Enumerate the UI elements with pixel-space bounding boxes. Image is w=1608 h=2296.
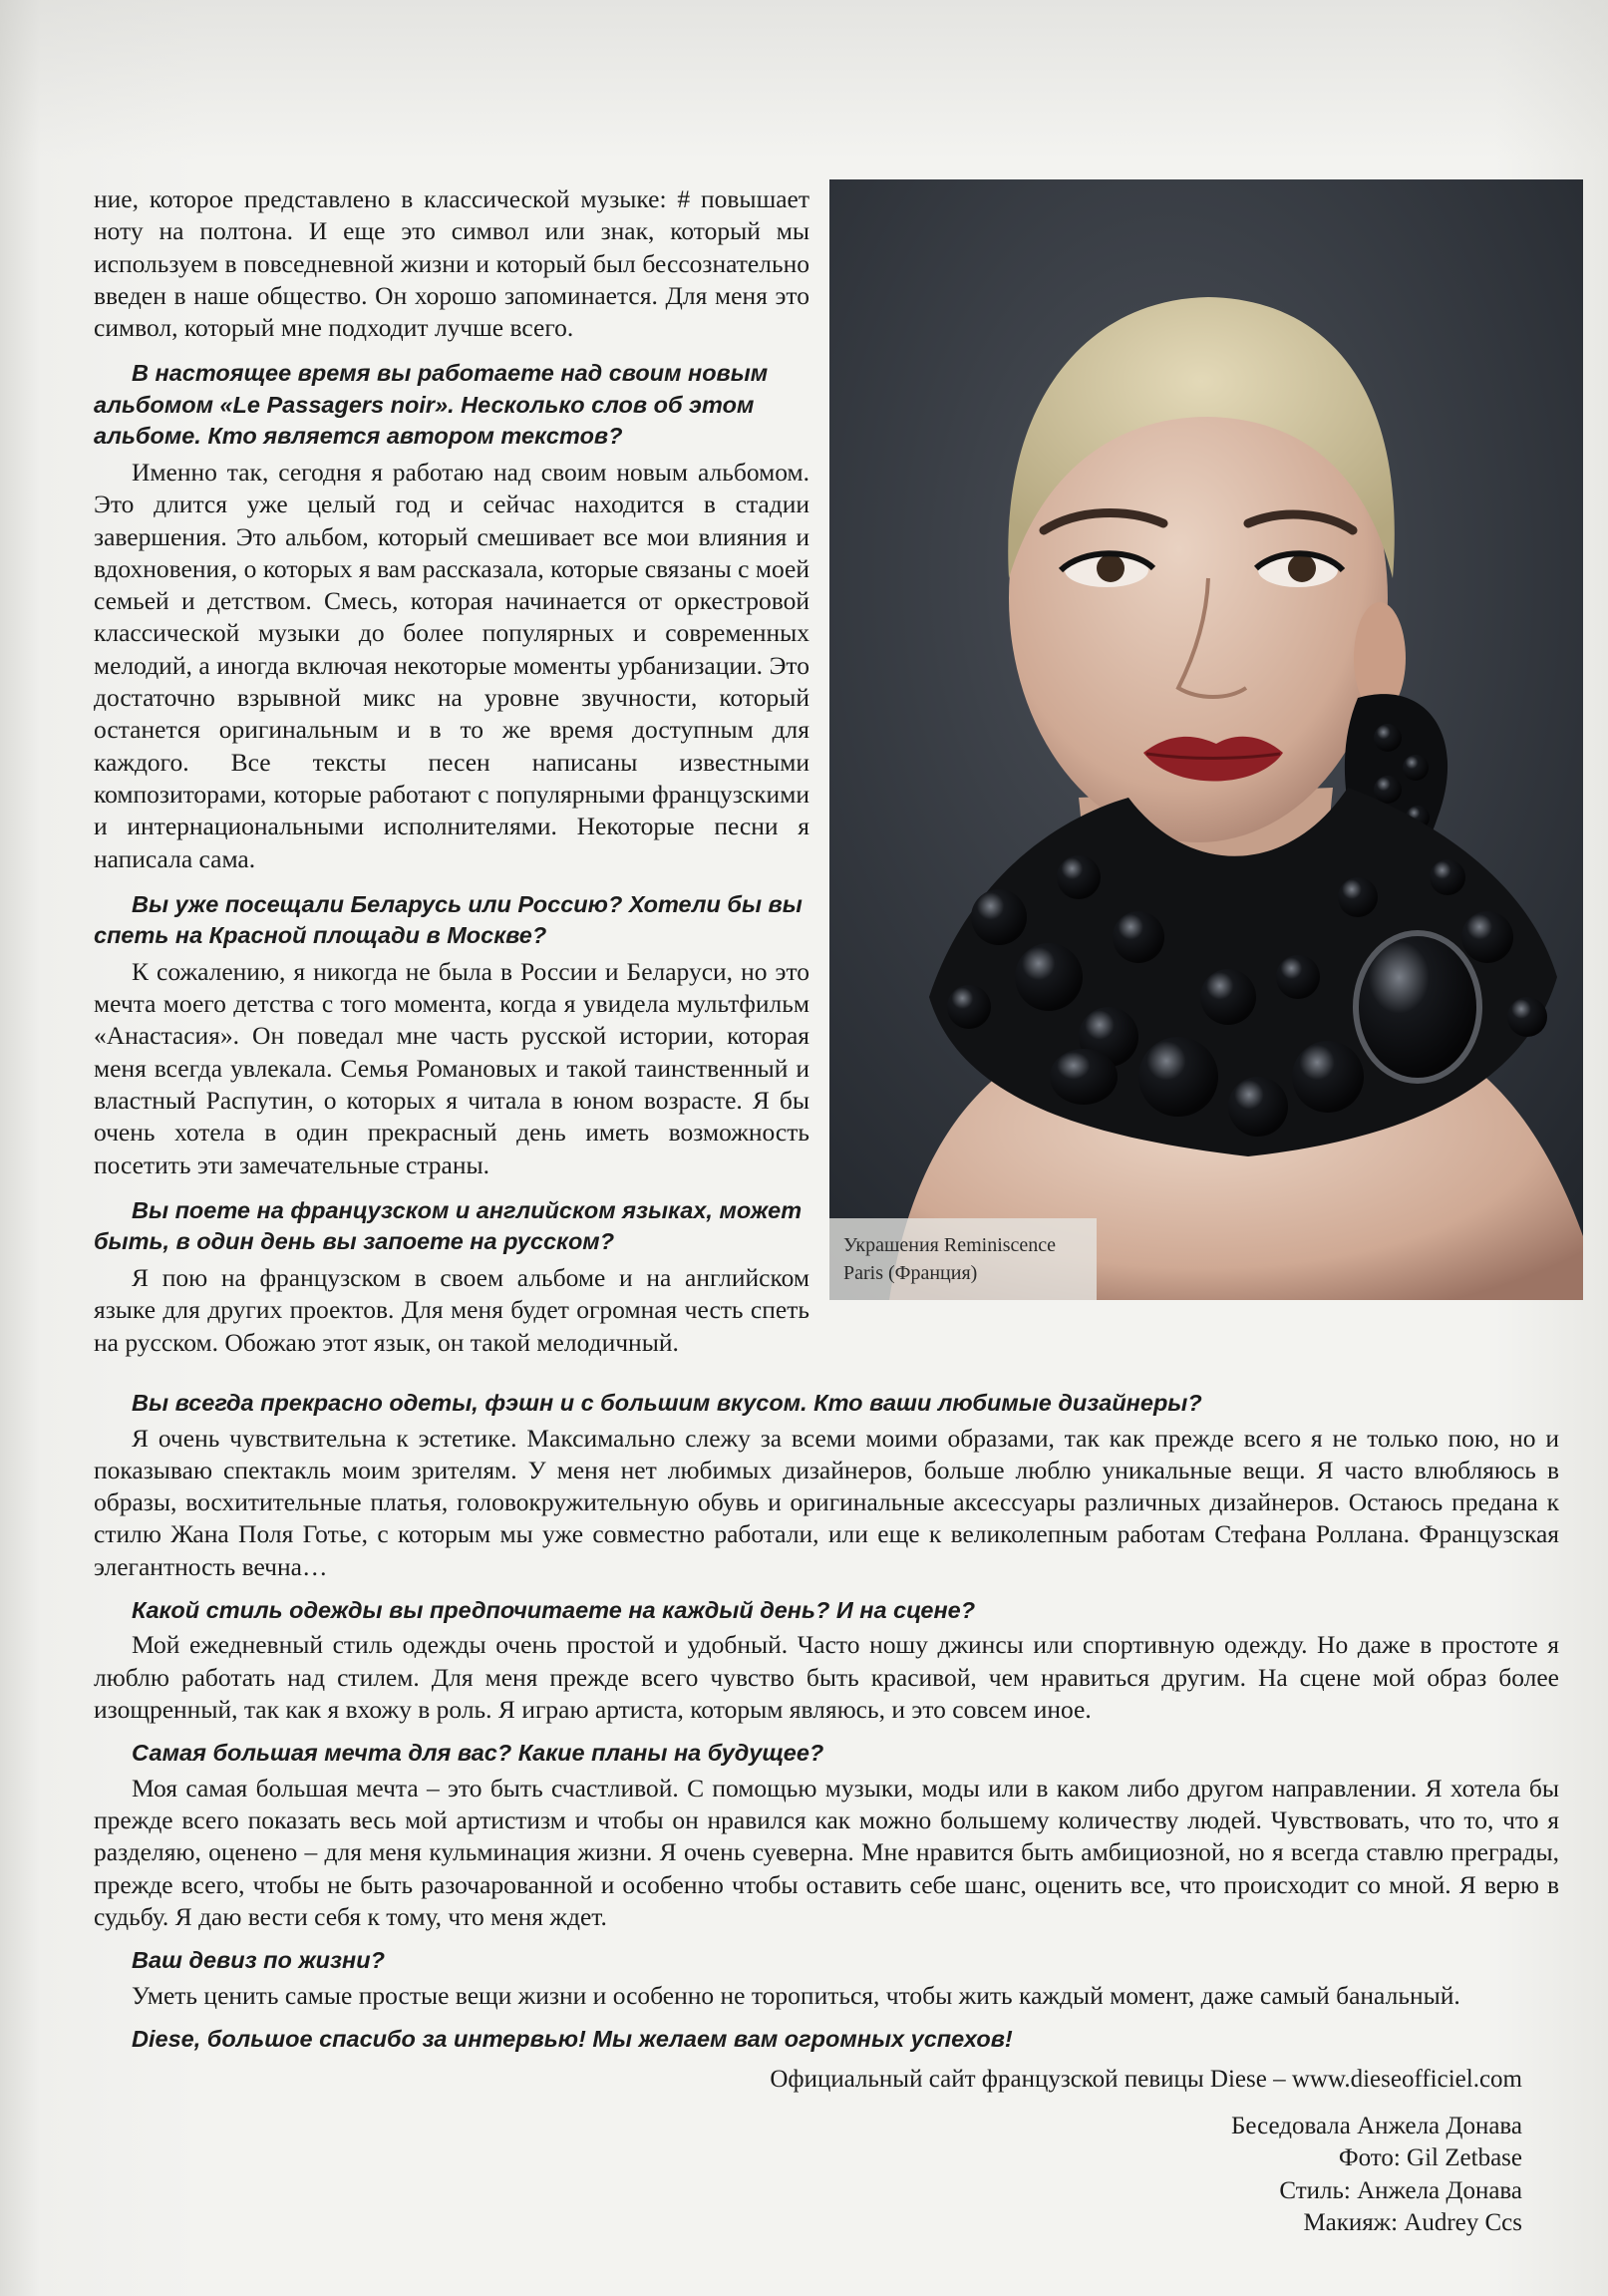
portrait-illustration — [829, 179, 1583, 1300]
credit-photo: Фото: Gil Zetbase — [1338, 2144, 1522, 2171]
answer-motto: Уметь ценить самые простые вещи жизни и особенно не торопиться, чтобы жить каждый момент, даже самый банальный. — [132, 1980, 1460, 2010]
question-designers: Вы всегда прекрасно одеты, фэшн и с большим вкусом. Кто ваши любимые дизайнеры? — [132, 1390, 1202, 1416]
question-motto: Ваш девиз по жизни? — [132, 1947, 385, 1974]
answer-style: Мой ежедневный стиль одежды очень простой и удобный. Часто ношу джинсы или спортивную одежду. Но даже в простоте я люблю работать над стилем. Для меня прежде всего чувство быть красивой, чем нравиться другим. На сцене мой образ более изощренный, так как я вхожу в роль. Я играю артиста, которым являюсь, и это совсем иное. — [94, 1630, 1559, 1725]
intro-paragraph: ние, которое представлено в классической музыке: # повышает ноту на полтона. И еще это символ или знак, который мы используем в повседневной жизни и который был бессознательно введен в наше общество. Он хорошо запоминается. Для меня это символ, который мне подходит лучше всего. — [94, 184, 809, 343]
left-text-column — [94, 179, 809, 1359]
full-width-text — [94, 1388, 1559, 2056]
portrait-photo — [829, 179, 1583, 1300]
question-languages: Вы поете на французском и английском языках, может быть, в один день вы запоете на русском? — [94, 1196, 803, 1255]
credit-style: Стиль: Анжела Донава — [1279, 2176, 1522, 2204]
question-dream: Самая большая мечта для вас? Какие планы на будущее? — [132, 1740, 824, 1767]
photo-caption — [829, 1218, 1097, 1300]
official-site-line: Официальный сайт французской певицы Diese – www.dieseofficiel.com — [770, 2066, 1522, 2093]
bleed-through-shadow — [0, 0, 1608, 160]
answer-designers: Я очень чувствительна к эстетике. Максимально слежу за всеми моими образами, так как прежде всего я не только пою, но и показываю спектакль моим зрителям. У меня нет любимых дизайнеров, больше люблю уникальные вещи. Я часто влюбляюсь в образы, восхитительные платья, головокружительную обувь и оригинальные аксессуары различных дизайнеров. Остаюсь предана к стилю Жана Поля Готье, с которым мы уже совместно работали, или еще к великолепным работам Стефана Роллана. Французская элегантность вечна… — [94, 1423, 1559, 1581]
closing-thanks: Diese, большое спасибо за интервью! Мы желаем вам огромных успехов! — [132, 2026, 1013, 2053]
answer-album: Именно так, сегодня я работаю над своим новым альбомом. Это длится уже целый год и сейчас находится в стадии завершения. Это альбом, который смешивает все мои влияния и вдохновения, о которых я вам рассказала, которые связаны с моей семьей и детством. Смесь, которая начинается от оркестровой классической музыки до более популярных и современных мелодий, а иногда включая некоторые моменты урбанизации. Это достаточно взрывной микс на уровне звучности, который останется оригинальным и в то же время доступным для каждого. Все тексты песен написаны известными композиторами, которые работают с популярными французскими и интернациональными исполнителями. Некоторые песни я написала сама. — [94, 457, 809, 873]
question-album: В настоящее время вы работаете над своим новым альбомом «Le Passagers noir». Несколько слов об этом альбоме. Кто является автором текстов? — [94, 360, 769, 450]
credits-block — [770, 2064, 1522, 2240]
question-russia: Вы уже посещали Беларусь или Россию? Хотели бы вы спеть на Красной площади в Москве? — [94, 890, 803, 949]
credit-makeup: Макияж: Audrey Ccs — [1303, 2209, 1522, 2236]
question-style: Какой стиль одежды вы предпочитаете на каждый день? И на сцене? — [132, 1596, 976, 1623]
answer-russia: К сожалению, я никогда не была в России и Беларуси, но это мечта моего детства с того момента, когда я увидела мультфильм «Анастасия». Он поведал мне часть русской истории, которая меня всегда увлекала. Семья Романовых и такой таинственный и властный Распутин, о которых я читала в юном возрасте. Я бы очень хотела в один прекрасный день иметь возможность посетить эти замечательные страны. — [94, 956, 809, 1179]
answer-languages: Я пою на французском в своем альбоме и на английском языке для других проектов. Для меня будет огромная честь спеть на русском. Обожаю этот язык, он такой мелодичный. — [94, 1262, 809, 1357]
credit-interviewer: Беседовала Анжела Донава — [1231, 2112, 1522, 2139]
answer-dream: Моя самая большая мечта – это быть счастливой. С помощью музыки, моды или в каком либо другом направлении. Я хотела бы прежде всего показать весь мой артистизм и чтобы он нравился как можно большему количеству людей. Чувствовать, что то, что я разделяю, оценено – для меня кульминация жизни. Я очень суеверна. Мне нравится быть амбициозной, но я всегда ставлю преграды, прежде всего, чтобы не быть разочарованной и особенно чтобы оставить себе шанс, оценить все, что происходит со мной. Я верю в судьбу. Я даю вести себя к тому, что меня ждет. — [94, 1773, 1559, 1932]
caption-line-1: Украшения Reminiscence — [843, 1234, 1057, 1256]
caption-line-2: Paris (Франция) — [843, 1262, 978, 1284]
